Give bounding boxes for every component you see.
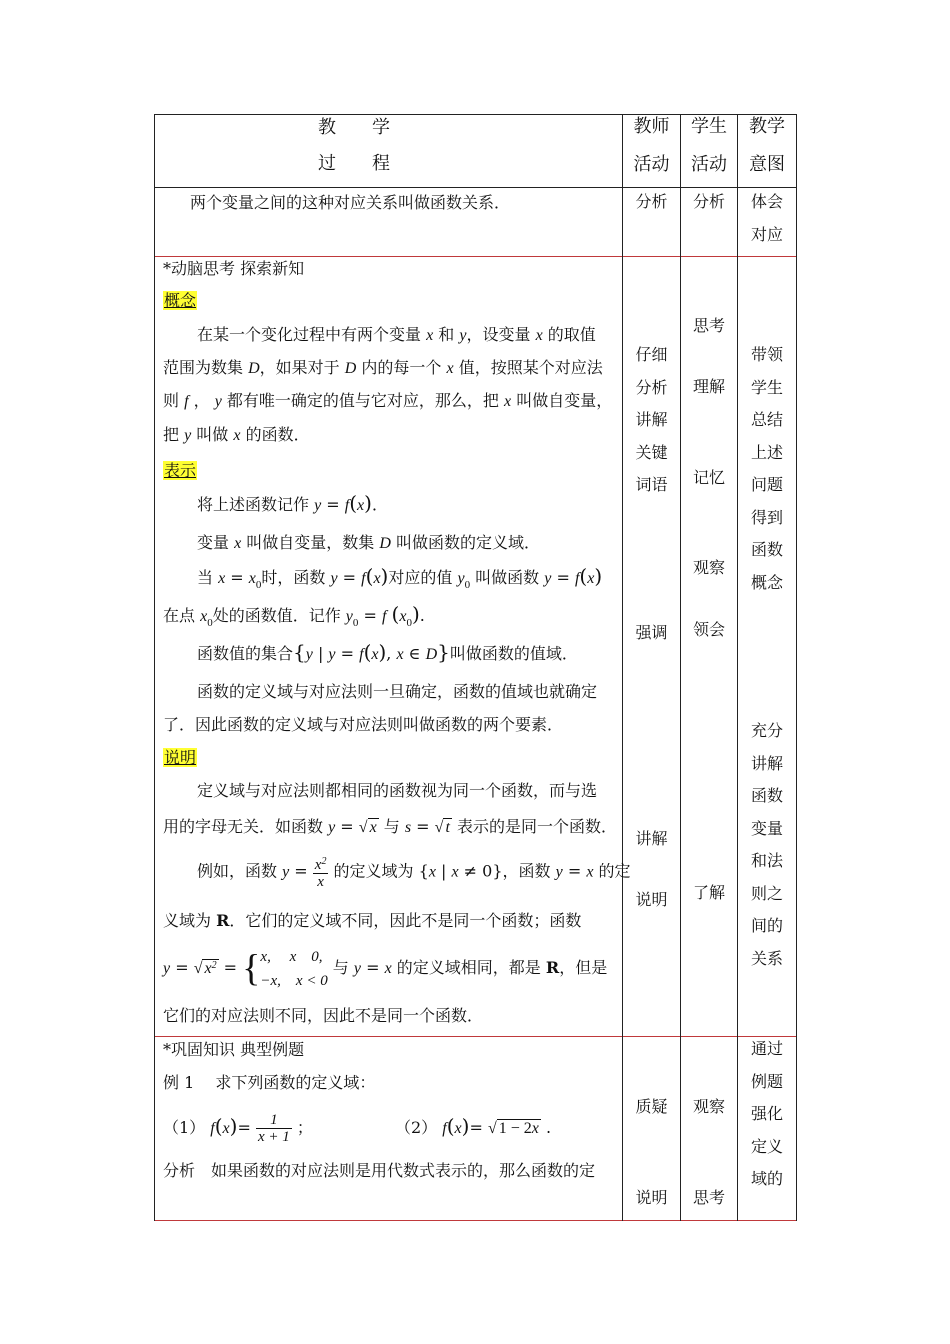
row2-student-5: 领会	[692, 620, 725, 639]
example-1-item-1: （1） f(x)= $\frac{1}{x + 1}$ ；	[163, 1112, 313, 1145]
row3-student: 观察 思考	[692, 1097, 725, 1207]
explain-line-3: 例如，函数 y = $\frac{x^2}{x}$ 的定义域为 {x | x ≠ 0}，函数 y = x 的定	[197, 856, 631, 890]
notation-line-1: 将上述函数记作 y = f(x)．	[197, 491, 388, 515]
header-process-bottom: 过 程	[318, 153, 390, 174]
table-border-left	[154, 114, 155, 1221]
notation-line-7: 了．因此函数的定义域与对应法则叫做函数的两个要素．	[163, 715, 564, 734]
concept-line-1: 在某一个变化过程中有两个变量 x 和 y，设变量 x 的取值	[197, 325, 596, 344]
row2-student-6: 了解	[692, 883, 725, 902]
row2-intent-bottom: 充分 讲解 函数 变量 和法 则之 间的 关系	[750, 721, 783, 968]
notation-line-5: 函数值的集合{y | y = f(x), x ∈ D}叫做函数的值域．	[197, 640, 578, 664]
notation-line-4: 在点 $x_0$处的函数值．记作 $y_0 = f$ $(x_0)$.	[163, 602, 425, 629]
column-divider-2	[680, 114, 681, 1221]
concept-line-4: 把 y 叫做 x 的函数．	[163, 425, 310, 444]
section-title-examples: *巩固知识 典型例题	[163, 1040, 305, 1059]
row3-intent: 通过 例题 强化 定义 域的	[750, 1039, 783, 1188]
row2-student-1: 思考	[692, 316, 725, 335]
concept-line-2: 范围为数集 D，如果对于 D 内的每一个 x 值，按照某个对应法	[163, 358, 603, 377]
row1-intent: 体会 对应	[750, 192, 783, 244]
header-process-top: 教 学	[318, 117, 390, 138]
row2-intent-top: 带领 学生 总结 上述 问题 得到 函数 概念	[750, 345, 783, 592]
notation-line-6: 函数的定义域与对应法则一旦确定，函数的值域也就确定	[197, 682, 598, 701]
example-1-title: 例 1 求下列函数的定义域：	[163, 1073, 376, 1092]
row2-student-4: 观察	[692, 558, 725, 577]
notation-line-3: 当 $x = x_0$时，函数 y = f(x)对应的值 $y_0$ 叫做函数 y = f(x)	[197, 564, 603, 591]
row2-teacher-mid: 强调	[635, 623, 668, 642]
explain-line-4: 义域为 R．它们的定义域不同，因此不是同一个函数；函数	[163, 911, 582, 930]
header-teaching-intent: 教学 意图	[749, 116, 785, 175]
explain-line-2: 用的字母无关．如函数 y = √ x 与 s = √ t 表示的是同一个函数．	[163, 817, 617, 836]
row2-student-3: 记忆	[692, 468, 725, 487]
table-border-right	[796, 114, 797, 1221]
table-border-bottom	[154, 1220, 797, 1221]
section-title-explore: *动脑思考 探索新知	[163, 259, 305, 278]
label-notation: 表示	[164, 461, 197, 480]
explain-line-1: 定义域与对应法则都相同的函数视为同一个函数，而与选	[197, 781, 598, 800]
explain-line-5: y = √ $x^2$ = { x, x 0, −x, x < 0 与 y = x 的定义域相同，都是 R，但是	[163, 947, 608, 990]
row1-student: 分析	[692, 192, 725, 211]
row2-teacher-top: 仔细 分析 讲解 关键 词语	[635, 345, 668, 494]
row3-teacher: 质疑 说明	[635, 1097, 668, 1207]
header-student-activity: 学生 活动	[691, 116, 727, 175]
row2-teacher-bottom: 讲解 说明	[635, 829, 668, 909]
concept-line-3: 则 f ， y 都有唯一确定的值与它对应，那么，把 x 叫做自变量，	[163, 391, 613, 410]
row1-teacher: 分析	[635, 192, 668, 211]
label-concept: 概念	[164, 291, 197, 310]
analysis-line: 分析 如果函数的对应法则是用代数式表示的，那么函数的定	[163, 1161, 596, 1180]
row1-text: 两个变量之间的这种对应关系叫做函数关系．	[190, 193, 511, 212]
explain-line-6: 它们的对应法则不同，因此不是同一个函数．	[163, 1006, 484, 1025]
example-1-item-2: （2） f(x)= √ 1 − 2x .	[395, 1114, 552, 1138]
header-teacher-activity: 教师 活动	[633, 116, 670, 175]
label-explain: 说明	[164, 748, 197, 767]
row2-student-2: 理解	[692, 377, 725, 396]
notation-line-2: 变量 x 叫做自变量，数集 D 叫做函数的定义域．	[197, 533, 541, 552]
